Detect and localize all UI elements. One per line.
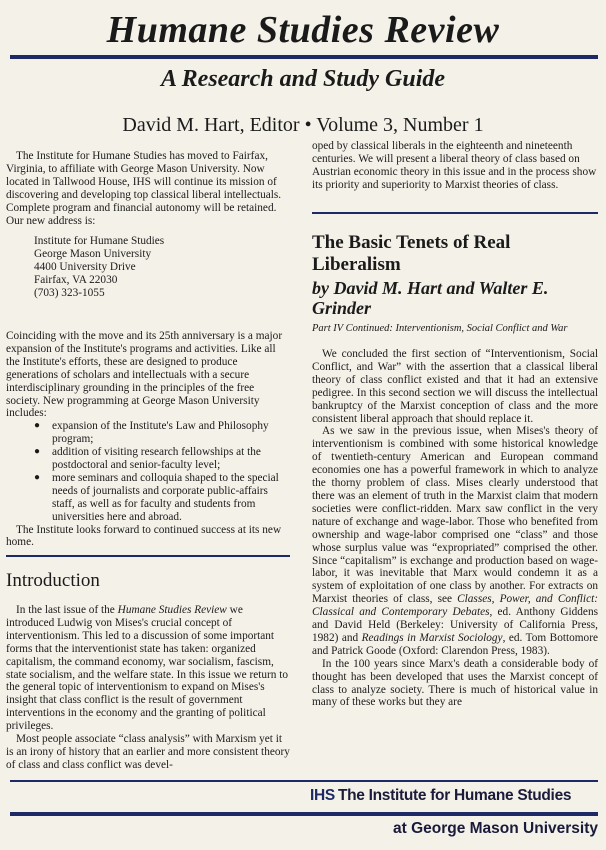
intro-text: In the last issue of the [16, 604, 118, 616]
masthead-title: Humane Studies Review [106, 9, 500, 51]
intro-paragraph-1 [6, 604, 290, 733]
right-column-continuation: oped by classical liberals in the eighteenth and nineteenth centuries. We will present a liberal theory of class based on Austrian economic theory in this issue and in the process show its priority and superiority to Marxist theories of class. [312, 140, 597, 191]
address-line: Institute for Humane Studies [34, 235, 165, 248]
article-authors: by David M. Hart and Walter E. Grinder [312, 278, 549, 318]
footer-rule-bottom [10, 812, 598, 816]
program-list [6, 420, 290, 523]
address-line: George Mason University [34, 248, 152, 261]
article-text: As we saw in the previous issue, when Mises's theory of interventionism is combined with some historical knowledge of twentieth-century American and European command economies one has a powerful framework in which to analyze the thorny problem of class. Mises clearly understood that there was an element of truth in the Marxist claim that modern societies were conflict-ridden. Marx saw conflict in the very nature of exchange and wage-labor. Those who benefited from ownership and wage-labor comprised one “class” and those whose surplus value was “expropriated” comprised the other. Since “capitalism” is exchange and production based on wage-labor, it was inevitable that Marx would condemn it as a system of exploitation of one class by another. For extracts on Marxist theories of class, see [312, 425, 598, 606]
article-title: The Basic Tenets of Real Liberalism [312, 232, 511, 275]
introduction-heading: Introduction [6, 570, 100, 591]
intro-text: we introduced Ludwig von Mises's crucial concept of interventionism. This led to a discussion of some important forms that the interventionist state has taken: organized capitalism, the command economy, war socialism, fascism, state socialism, and the welfare state. In this issue we return to the general topic of interventionism to expand on Mises's insight that class conflict is the result of government interventions in the economy and the granting of political privileges. [6, 604, 289, 733]
left-column [6, 150, 290, 549]
address-line: 4400 University Drive [34, 261, 136, 274]
article-text: , ed. Tom Bottomore and Patrick Goode (Oxford: Clarendon Press, 1983). [312, 631, 598, 657]
introduction-body [6, 604, 290, 772]
address-block [6, 235, 290, 300]
editor-volume-line: David M. Hart, Editor • Volume 3, Number 1 [122, 114, 484, 136]
book-title: Readings in Marxist Sociology [361, 631, 503, 644]
footer-rule-top [10, 780, 598, 782]
address-line: (703) 323-1055 [34, 287, 105, 300]
address-line: Fairfax, VA 22030 [34, 274, 118, 287]
part-label: Part IV Continued: Interventionism, Social Conflict and War [312, 323, 568, 334]
list-item: ● more seminars and colloquia shaped to the special needs of journalists and corporate public-affairs staff, as well as for faculty and students from universities here and abroad. [6, 472, 290, 524]
list-item: ● expansion of the Institute's Law and Philosophy program; [6, 420, 290, 446]
institute-name-text: The Institute for Humane Studies [337, 787, 572, 804]
ihs-logo: IHS [310, 787, 335, 804]
book-title: Classes, Power, and Conflict: Classical and Contemporary Debates [312, 593, 598, 619]
list-item: ● addition of visiting research fellowships at the postdoctoral and senior-faculty level; [6, 446, 290, 472]
announcement-paragraph: The Institute for Humane Studies has moved to Fairfax, Virginia, to affiliate with George Mason University. Now located in Tallwood House, IHS will continue its mission of discovering and developing top classical liberal intellectuals. Complete program and financial autonomy will be retained. Our new address is: [6, 150, 282, 227]
university-name: at George Mason University [392, 820, 598, 837]
article-body [312, 348, 598, 709]
journal-title: Humane Studies Review [117, 604, 227, 616]
article-paragraph-3: In the 100 years since Marx's death a considerable body of thought has been developed that uses the Marxist concept of class to analyze society. There is much of historical value in many of these works but they are [312, 657, 598, 709]
masthead-rule [10, 55, 598, 59]
closing-paragraph: The Institute looks forward to continued success at its new home. [6, 523, 282, 549]
article-text: , ed. Anthony Giddens and David Held (Berkeley: University of California Press, 1982) and [312, 606, 598, 644]
anniversary-paragraph: Coinciding with the move and its 25th anniversary is a major expansion of the Institute's programs and activities. Like all the Institute's efforts, these are designed to produce generations of scholars and intellectuals with a secure interdisciplinary grounding in the principles of the free society. New programming at George Mason University includes: [6, 329, 283, 420]
intro-paragraph-2: Most people associate “class analysis” with Marxism yet it is an irony of history that an earlier and more consistent theory of class and class conflict was devel- [6, 733, 290, 771]
column-rule [312, 212, 598, 214]
masthead-subtitle: A Research and Study Guide [160, 66, 446, 92]
institute-name [310, 787, 606, 805]
article-paragraph-2 [312, 425, 598, 657]
article-paragraph-1: We concluded the first section of “Interventionism, Social Conflict, and War” with the assertion that a classical liberal theory of class conflict existed and that it had an extensive pedigree. In this second section we will discuss the intellectual bankruptcy of the Marxist conception of class and the more consistent liberal approach that should replace it. [312, 348, 598, 425]
section-divider [6, 555, 290, 557]
